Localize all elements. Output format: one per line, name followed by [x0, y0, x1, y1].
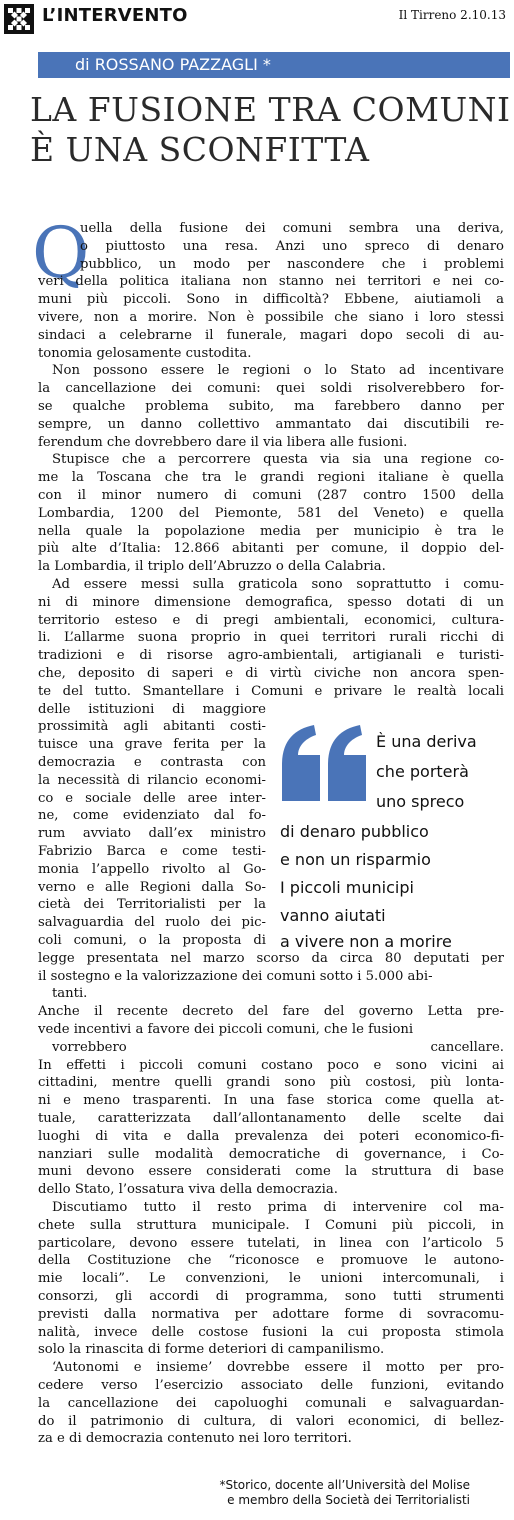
body-line: salvaguardia del ruolo dei pic- [38, 915, 266, 931]
author-footnote [219, 1478, 470, 1508]
body-line: ni e meno trasparenti. In una fase storica come quella at- [38, 1093, 504, 1109]
body-line: la Lombardia, il triplo dell’Abruzzo o della Calabria. [38, 559, 386, 575]
pull-quote-line: che porterà [376, 762, 469, 781]
body-line: coli comuni, o la proposta di [38, 933, 266, 948]
body-line: pubblico, un modo per nascondere che i problemi [80, 256, 504, 272]
body-line: delle istituzioni di maggiore [38, 701, 266, 717]
body-line: monia l’appello rivolto al Go- [38, 861, 266, 877]
body-line: veri della politica italiana non stanno nei territori e nei co- [38, 274, 504, 290]
body-line: la necessità di rilancio economi- [38, 772, 266, 788]
body-line: cittadini, mentre quelli grandi sono più costosi, più lonta- [38, 1075, 504, 1091]
body-line: mie locali”. Le convenzioni, le unioni intercomunali, i [38, 1271, 504, 1287]
body-line: vede incentivi a favore dei piccoli comuni, che le fusioni [38, 1022, 414, 1037]
body-line: consorzi, gli accordi di programma, sono tutti strumenti [38, 1289, 504, 1304]
pull-quote-line: I piccoli municipi [280, 878, 414, 897]
body-line: uella della fusione dei comuni sembra una deriva, [80, 221, 504, 236]
body-line: ni di minore dimensione demografica, spesso dotati di un [38, 594, 504, 610]
body-line: rum avviato dall’ex ministro [38, 826, 266, 842]
body-line: nalità, invece delle costose fusioni la cui proposta stimola [38, 1324, 504, 1340]
body-line: cietà dei Territorialisti per la [38, 897, 266, 913]
body-line: se qualche problema subito, ma farebbero danno per [38, 399, 504, 414]
body-line: Stupisce che a percorrere questa via sia una regione co- [52, 452, 504, 468]
quote-mark-icon [280, 725, 370, 801]
body-line: tradizioni e di risorse agro-ambientali, artigianali e turisti- [38, 648, 504, 664]
footnote-line: *Storico, docente all’Università del Molise [219, 1478, 470, 1492]
body-line: cedere verso l’esercizio associato delle funzioni, evitando [38, 1378, 504, 1393]
pull-quote-line: di denaro pubblico [280, 822, 429, 841]
body-line: te del tutto. Smantellare i Comuni e privare le realtà locali [38, 683, 504, 699]
body-line: Discutiamo tutto il resto prima di intervenire col ma- [52, 1200, 504, 1215]
body-line: particolare, devono essere tutelati, in linea con l’articolo 5 [38, 1235, 504, 1251]
body-line: o piuttosto una resa. Anzi uno spreco di denaro [80, 238, 504, 254]
body-line: con il minor numero di comuni (287 contro 1500 della [38, 488, 504, 503]
body-line: luoghi di vita e dalla prevalenza dei poteri economico-fi- [38, 1128, 504, 1144]
body-line: Ad essere messi sulla graticola sono soprattutto i comu- [52, 577, 504, 592]
body-line: Lombardia, 1200 del Piemonte, 581 del Veneto) e quella [38, 505, 504, 521]
body-line: muni devono essere considerati come la struttura di base [38, 1164, 504, 1180]
body-line: tanti. [52, 986, 88, 1002]
body-line: chete sulla struttura municipale. I Comuni più piccoli, in [38, 1217, 504, 1233]
body-line: legge presentata nel marzo scorso da circa 80 deputati per [38, 950, 504, 966]
body-line: nanziari sulle modalità democratiche di governance, i Co- [38, 1146, 504, 1162]
pull-quote-line: e non un risparmio [280, 850, 431, 869]
body-line: muni più piccoli. Sono in difficoltà? Ebbene, aiutiamoli a [38, 292, 504, 308]
body-line: Non possono essere le regioni o lo Stato ad incentivare [52, 363, 504, 379]
footnote-line: e membro della Società dei Territorialisti [227, 1493, 470, 1507]
body-line: vorrebbero cancellare. [52, 1039, 504, 1055]
body-line: do il patrimonio di cultura, di valori economici, di bellez- [38, 1413, 504, 1429]
pull-quote-line: uno spreco [376, 792, 465, 811]
body-line: democrazia e contrasta con [38, 755, 266, 770]
byline: di ROSSANO PAZZAGLI * [75, 55, 271, 74]
title-line: LA FUSIONE TRA COMUNI [30, 90, 511, 129]
pull-quote-line: a vivere non a morire [280, 932, 452, 951]
body-line: più alte d’Italia: 12.866 abitanti per comune, il doppio del- [38, 541, 504, 557]
body-line: della Costituzione che “riconosce e promuove le autono- [38, 1253, 504, 1269]
body-line: previsti dalla normativa per adottare forme di sovracomu- [38, 1306, 504, 1322]
body-line: Fabrizio Barca e come testi- [38, 844, 266, 859]
body-line: me la Toscana che tra le grandi regioni italiane è quella [38, 470, 504, 486]
body-line: co e sociale delle aree inter- [38, 790, 266, 806]
pull-quote-line: È una deriva [376, 732, 477, 751]
pull-quote-line: vanno aiutati [280, 906, 386, 925]
body-line: il sostegno e la valorizzazione dei comuni sotto i 5.000 abi- [38, 968, 433, 984]
section-label: L’INTERVENTO [42, 5, 188, 26]
body-line: prossimità agli abitanti costi- [38, 719, 266, 735]
body-line: la cancellazione dei comuni: quei soldi risolverebbero for- [38, 381, 504, 397]
title-line: È UNA SCONFITTA [30, 130, 370, 169]
body-line: vivere, non a morire. Non è possibile che siano i loro stessi [38, 310, 504, 325]
body-line: sempre, un danno collettivo ammantato dai discutibili re- [38, 416, 504, 432]
article-title [30, 90, 510, 170]
body-line: ne, come evidenziato dal fo- [38, 808, 266, 824]
body-line: tonomia gelosamente custodita. [38, 345, 252, 361]
body-line: ‘Autonomi e insieme’ dovrebbe essere il motto per pro- [52, 1360, 504, 1376]
body-line: ferendum che dovrebbero dare il via libera alle fusioni. [38, 434, 408, 450]
body-line: nella quale la popolazione media per municipio è tra le [38, 523, 504, 539]
body-line: che, deposito di saperi e di virtù civiche non ancora spen- [38, 666, 504, 681]
body-line: dello Stato, l’ossatura viva della democrazia. [38, 1182, 338, 1198]
body-line: tuisce una grave ferita per la [38, 737, 266, 753]
body-line: la cancellazione dei capoluoghi comunali e salvaguardan- [38, 1395, 504, 1411]
section-logo [4, 4, 34, 34]
publication-date: Il Tirreno 2.10.13 [398, 8, 506, 22]
cross-icon [4, 4, 34, 34]
body-line: solo la rinascita di forme deteriori di campanilismo. [38, 1342, 385, 1358]
body-line: verno e alle Regioni dalla So- [38, 879, 266, 895]
body-line: za e di democrazia contenuto nei loro territori. [38, 1431, 352, 1447]
body-line: li. L’allarme suona proprio in quei territori rurali ricchi di [38, 630, 504, 646]
body-line: tuale, caratterizzata dall’allontanamento delle scelte dai [38, 1111, 504, 1126]
body-line: sindaci a celebrarne il funerale, magari dopo secoli di au- [38, 327, 504, 343]
drop-cap: Q [32, 212, 90, 294]
body-line: In effetti i piccoli comuni costano poco e sono vicini ai [38, 1057, 504, 1073]
body-line: territorio esteso e di pregi ambientali, economici, cultura- [38, 612, 504, 628]
body-line: Anche il recente decreto del fare del governo Letta pre- [38, 1004, 504, 1020]
